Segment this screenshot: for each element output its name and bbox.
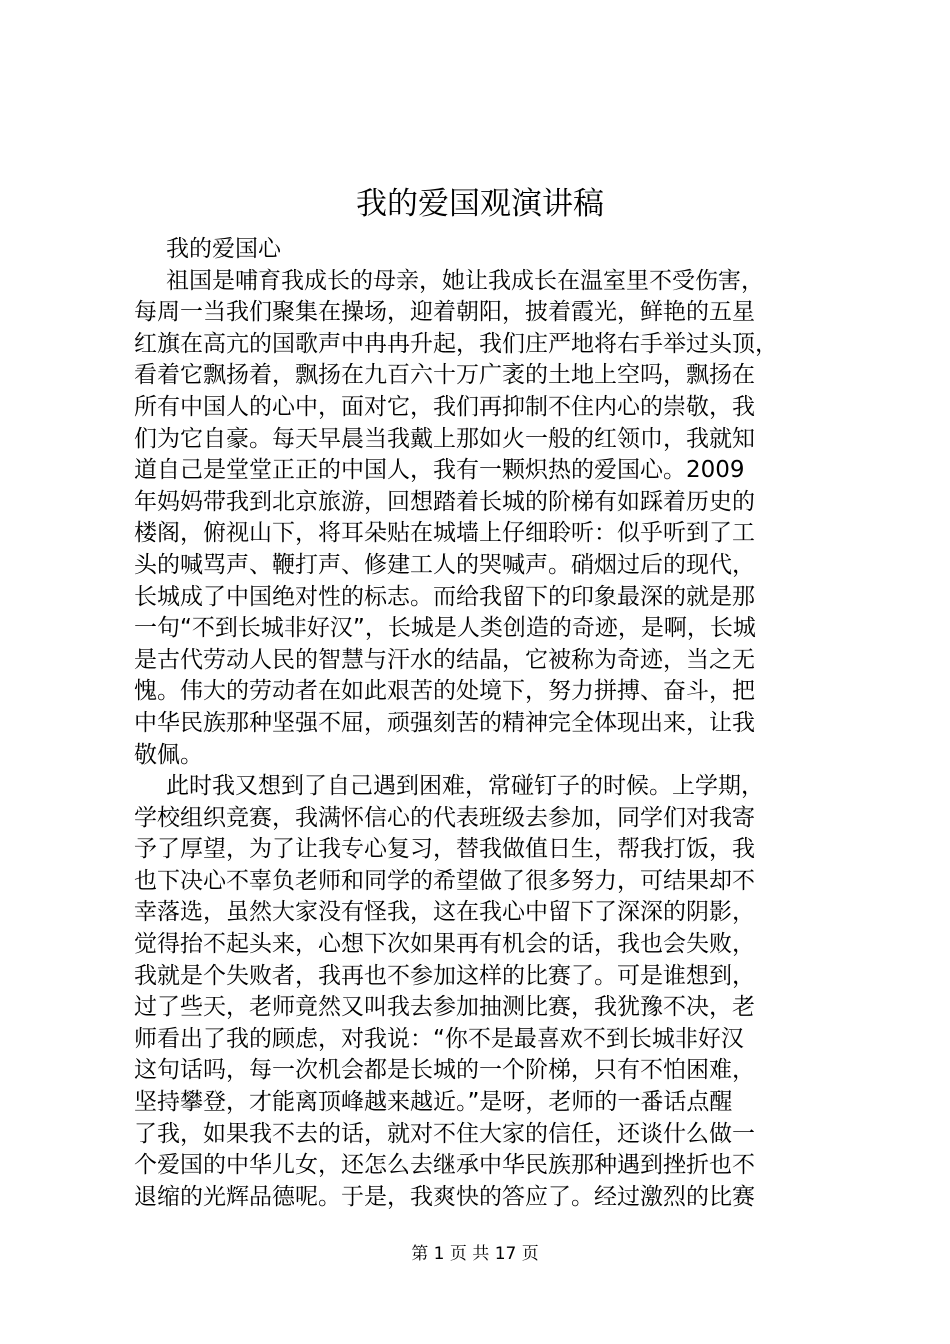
paragraph-line: 中华民族那种坚强不屈，顽强刻苦的精神完全体现出来，让我 (134, 709, 755, 736)
paragraph-line: 祖国是哺育我成长的母亲，她让我成长在温室里不受伤害， (166, 267, 764, 294)
paragraph-line: 愧。伟大的劳动者在如此艰苦的处境下，努力拼搏、奋斗，把 (134, 678, 755, 705)
paragraph-line: 楼阁，俯视山下，将耳朵贴在城墙上仔细聆听：似乎听到了工 (134, 520, 755, 547)
paragraph-line: 也下决心不辜负老师和同学的希望做了很多努力，可结果却不 (134, 867, 755, 894)
document-title: 我的爱国观演讲稿 (356, 186, 604, 222)
paragraph-line: 了我，如果我不去的话，就对不住大家的信任，还谈什么做一 (134, 1120, 755, 1147)
paragraph-line: 幸落选，虽然大家没有怪我，这在我心中留下了深深的阴影， (134, 899, 755, 926)
document-body (134, 234, 834, 1213)
paragraph-line: 学校组织竞赛，我满怀信心的代表班级去参加，同学们对我寄 (134, 804, 755, 831)
paragraph-line: 看着它飘扬着，飘扬在九百六十万广袤的土地上空吗，飘扬在 (134, 362, 755, 389)
paragraph-line: 是古代劳动人民的智慧与汗水的结晶，它被称为奇迹，当之无 (134, 646, 755, 673)
paragraph-line: 我就是个失败者，我再也不参加这样的比赛了。可是谁想到， (134, 962, 755, 989)
page-footer: 第 1 页 共 17 页 (411, 1244, 539, 1264)
paragraph-line: 年妈妈带我到北京旅游，回想踏着长城的阶梯有如踩着历史的 (134, 488, 755, 515)
paragraph-line: 头的喊骂声、鞭打声、修建工人的哭喊声。硝烟过后的现代， (134, 551, 755, 578)
paragraph-line: 一句“不到长城非好汉”，长城是人类创造的奇迹，是啊，长城 (134, 615, 756, 642)
paragraph-line: 过了些天，老师竟然又叫我去参加抽测比赛，我犹豫不决，老 (134, 994, 755, 1021)
paragraph-line: 长城成了中国绝对性的标志。而给我留下的印象最深的就是那 (134, 583, 755, 610)
paragraph-line: 此时我又想到了自己遇到困难，常碰钉子的时候。上学期， (166, 773, 764, 800)
paragraph-line: 每周一当我们聚集在操场，迎着朝阳，披着霞光，鲜艳的五星 (134, 299, 755, 326)
paragraph-line: 觉得抬不起头来，心想下次如果再有机会的话，我也会失败， (134, 931, 755, 958)
paragraph-line: 们为它自豪。每天早晨当我戴上那如火一般的红领巾，我就知 (134, 425, 755, 452)
paragraph-line: 所有中国人的心中，面对它，我们再抑制不住内心的崇敬，我 (134, 393, 755, 420)
paragraph-line: 这句话吗，每一次机会都是长城的一个阶梯，只有不怕困难， (134, 1057, 755, 1084)
paragraph-line: 坚持攀登，才能离顶峰越来越近。”是呀，老师的一番话点醒 (134, 1089, 733, 1116)
paragraph-line: 个爱国的中华儿女，还怎么去继承中华民族那种遇到挫折也不 (134, 1152, 755, 1179)
paragraph-line: 退缩的光辉品德呢。于是，我爽快的答应了。经过激烈的比赛 (134, 1183, 755, 1210)
paragraph-line: 予了厚望，为了让我专心复习，替我做值日生，帮我打饭，我 (134, 836, 755, 863)
paragraph-line: 道自己是堂堂正正的中国人，我有一颗炽热的爱国心。2009 (134, 457, 745, 484)
paragraph-line: 师看出了我的顾虑，对我说：“你不是最喜欢不到长城非好汉 (134, 1025, 744, 1052)
paragraph-line: 我的爱国心 (166, 236, 281, 262)
paragraph-line: 红旗在高亢的国歌声中冉冉升起，我们庄严地将右手举过头顶， (134, 330, 778, 357)
paragraph-line: 敬佩。 (134, 741, 203, 768)
